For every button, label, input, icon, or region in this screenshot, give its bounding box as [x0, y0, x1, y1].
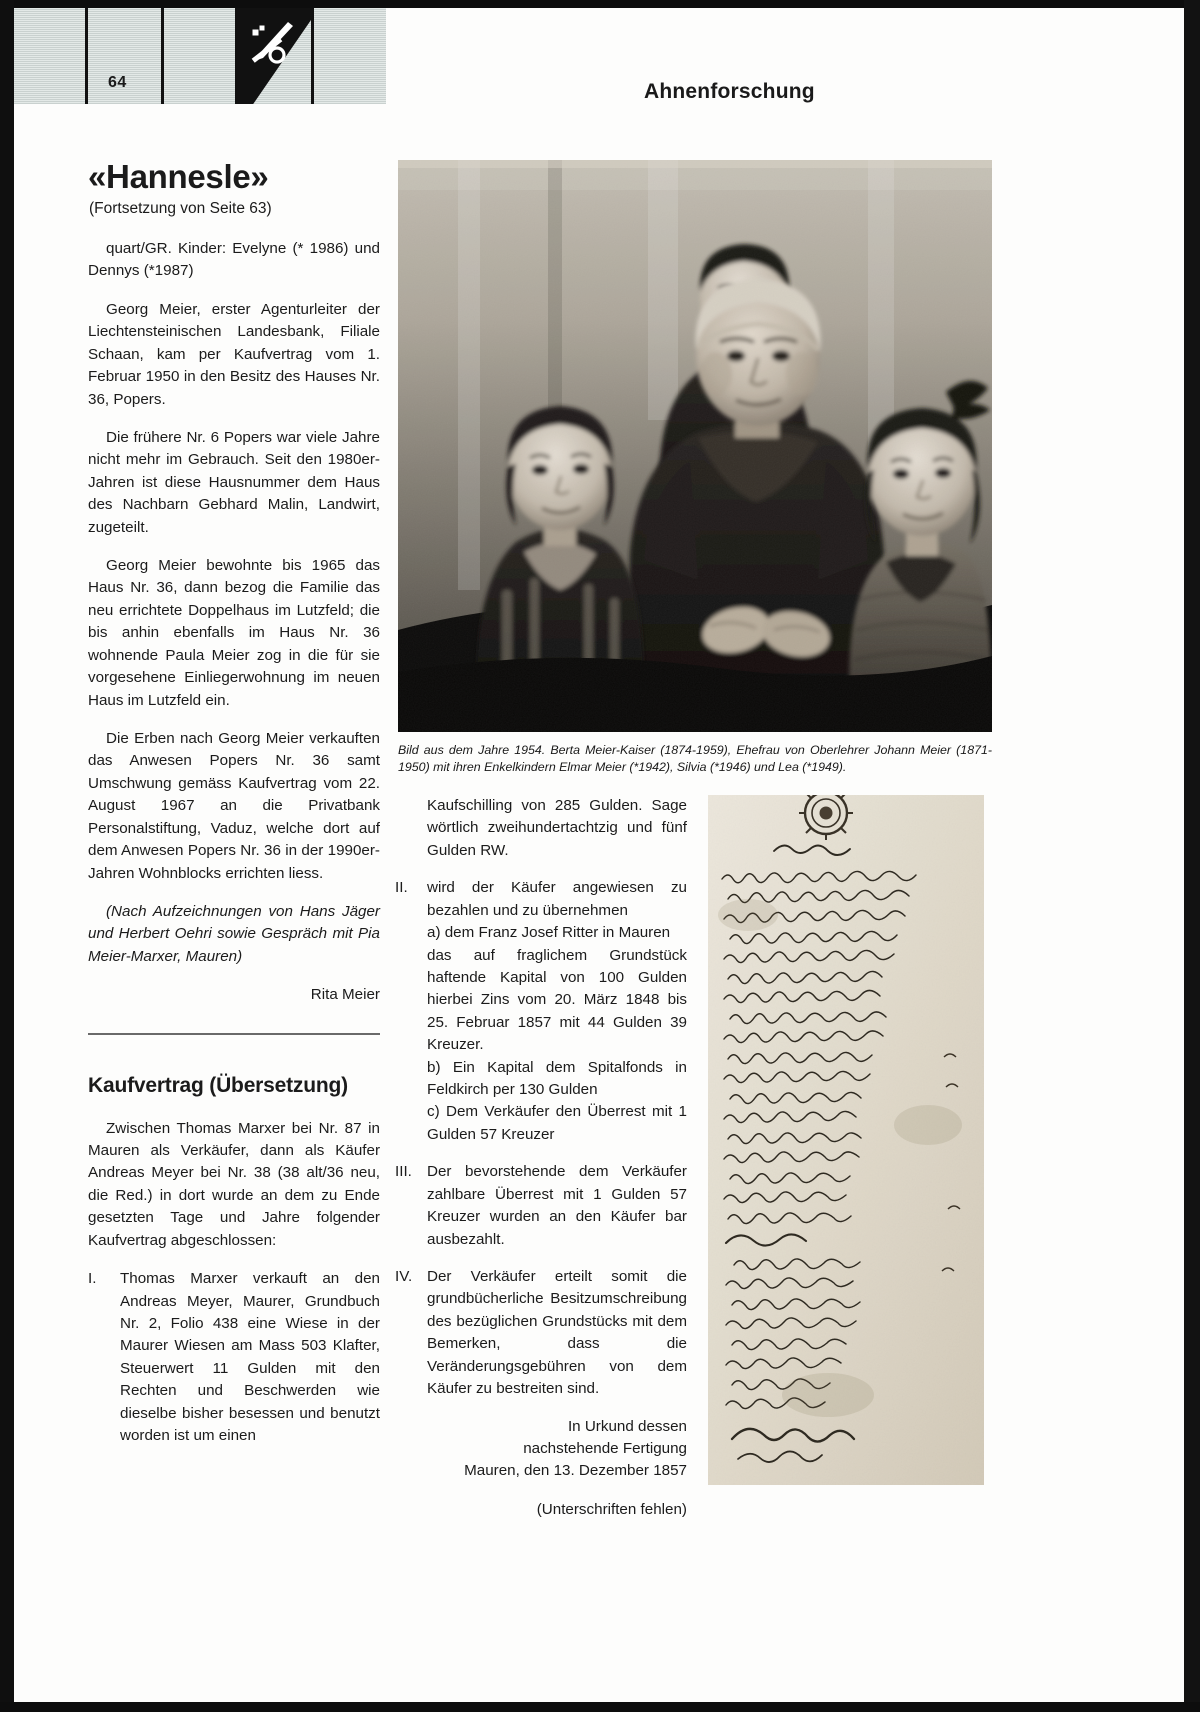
contract-clause-1-continued: [395, 795, 687, 862]
contract-clause-3: [395, 1161, 687, 1251]
clause-text-kaufschilling: Kaufschilling von 285 Gulden. Sage wörtlich zweihundertachtzig und fünf Gulden RW.: [427, 797, 687, 859]
clause-sub-b: b) Ein Kapital dem Spitalfonds in Feldkirch per 130 Gulden: [427, 1058, 687, 1099]
page-header: [14, 8, 1184, 110]
text-column-middle: [395, 795, 687, 1537]
scan-edge-right: [1184, 0, 1200, 1712]
article-subtitle: (Fortsetzung von Seite 63): [89, 200, 272, 217]
text-column-left: [88, 238, 380, 1463]
header-tile-5: [314, 8, 386, 104]
closing-line-2: nachstehende Fertigung: [523, 1439, 687, 1457]
paragraph-source-note: (Nach Aufzeichnungen von Hans Jäger und Herbert Oehri sowie Gespräch mit Pia Meier-Marxer, Mauren): [88, 902, 380, 965]
clause-text-group: [427, 877, 687, 1146]
clause-number-empty: [395, 795, 427, 862]
scan-edge-top: [0, 0, 1200, 8]
clause-text: Der Verkäufer erteilt somit die grundbücherliche Besitzumschreibung des bezüglichen Grundstücks mit dem Bemerken, dass die Veränderungsgebühren von dem Käufer zu bestreiten sind.: [427, 1268, 687, 1398]
paragraph-georg-meier-1965: Georg Meier bewohnte bis 1965 das Haus Nr. 36, dann bezog die Familie das neu errichtete Doppelhaus im Lutzfeld; die bis anhin ebenfalls im Haus Nr. 36 wohnende Paula Meier zog in die für sie vorgesehene Einliegerwohnung im neuen Haus im Lutzfeld ein.: [88, 557, 380, 709]
header-tile-3: [164, 8, 238, 104]
header-tile-1: [14, 8, 88, 104]
contract-clause-1: [88, 1268, 380, 1447]
clause-text: Der bevorstehende dem Verkäufer zahlbare Überrest mit 1 Gulden 57 Kreuzer wurden an den Käufer bar ausbezahlt.: [427, 1163, 687, 1248]
section-title: Ahnenforschung: [644, 80, 815, 103]
page-number: 64: [108, 74, 127, 91]
header-tile-emblem: [238, 8, 314, 104]
contract-heading: Kaufvertrag (Übersetzung): [88, 1073, 348, 1097]
clause-sub-a-head: a) dem Franz Josef Ritter in Mauren: [427, 924, 671, 942]
clause-sub-a-body: das auf fraglichem Grundstück haftende Kapital von 100 Gulden hierbei Zins vom 20. März 1848 bis 25. Februar 1857 mit 44 Gulden 39 Kreuzer.: [427, 946, 687, 1054]
contract-clause-2: [395, 877, 687, 1146]
closing-line-1: In Urkund dessen: [567, 1417, 687, 1435]
photo-caption: Bild aus dem Jahre 1954. Berta Meier-Kaiser (1874-1959), Ehefrau von Oberlehrer Johann Meier (1871-1950) mit ihren Enkelkindern Elmar Meier (*1942), Silvia (*1946) und Lea (*1949).: [398, 743, 992, 775]
clause-number: IV.: [395, 1268, 413, 1286]
handwritten-document-scan: [708, 795, 984, 1485]
family-photograph: [398, 160, 992, 732]
clause-lead: wird der Käufer angewiesen zu bezahlen und zu übernehmen: [427, 879, 687, 919]
crossed-sword-and-compass-icon: [244, 18, 302, 70]
clause-number: II.: [395, 879, 408, 897]
manuscript-content: [708, 795, 984, 1485]
clause-sub-c: c) Dem Verkäufer den Überrest mit 1 Gulden 57 Kreuzer: [427, 1103, 687, 1143]
closing-line-3: Mauren, den 13. Dezember 1857: [464, 1462, 687, 1480]
contract-clause-4: [395, 1266, 687, 1401]
contract-preamble: Zwischen Thomas Marxer bei Nr. 87 in Mauren als Verkäufer, dann als Käufer Andreas Meyer bei Nr. 38 (38 alt/36 neu, die Red.) in dort wurde an dem zu Ende gesetzten Tage und Jahre folgender Kaufvertrag abgeschlossen:: [88, 1119, 380, 1249]
article-title: «Hannesle»: [88, 158, 269, 195]
paragraph-children: quart/GR. Kinder: Evelyne (* 1986) und Dennys (*1987): [88, 240, 380, 280]
paragraph-georg-meier-bank: Georg Meier, erster Agenturleiter der Liechtensteinischen Landesbank, Filiale Schaan, kam per Kaufvertrag vom 1. Februar 1950 in den Besitz des Hauses Nr. 36, Popers.: [88, 300, 380, 408]
closing-note: (Unterschriften fehlen): [536, 1500, 687, 1518]
clause-number: I.: [88, 1270, 97, 1288]
scan-edge-left: [0, 0, 14, 1712]
paragraph-heirs-sale: Die Erben nach Georg Meier verkauften das Anwesen Popers Nr. 36 samt Umschwung gemäss Kaufvertrag vom 22. August 1967 an die Privatbank Personalstiftung, Vaduz, welche dort auf dem Anwesen Popers Nr. 36 in der 1990er-Jahren Wohnblocks errichten liess.: [88, 730, 380, 882]
paragraph-house-number-6: Die frühere Nr. 6 Popers war viele Jahre nicht mehr im Gebrauch. Seit den 1980er-Jahren ist diese Hausnummer dem Haus des Nachbarn Gebhard Malin, Landwirt, zugeteilt.: [88, 428, 380, 536]
author-signature: Rita Meier: [310, 986, 380, 1004]
section-divider: [88, 1033, 380, 1035]
clause-number: III.: [395, 1163, 412, 1181]
scan-edge-bottom: [0, 1702, 1200, 1712]
photograph-content: [398, 160, 992, 732]
header-tile-strip: [14, 8, 389, 104]
clause-text: Thomas Marxer verkauft an den Andreas Meyer, Maurer, Grundbuch Nr. 2, Folio 438 eine Wiese in der Maurer Wiesen am Mass 503 Klafter, Steuerwert 11 Gulden mit den Rechten und Beschwerden wie dieselbe bisher besessen und benutzt worden ist um einen: [120, 1270, 380, 1445]
